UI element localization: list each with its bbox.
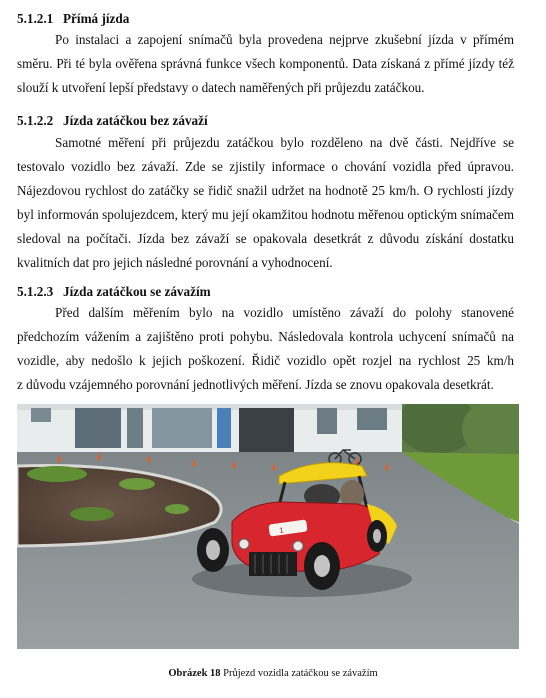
section-heading-3 bbox=[17, 284, 211, 300]
paragraph-line: z důvodu vzájemného porovnání jednotlivých měření. Jízda se znovu opakovala desetkrát. bbox=[17, 377, 494, 392]
section-number: 5.1.2.2 bbox=[17, 113, 54, 128]
paragraph-line: Nájezdovou rychlost do zatáčky se řidič snažil udržet na hodnotě 25 km/h. O rychlosti jízdy bbox=[17, 183, 514, 198]
section-title: Jízda zatáčkou se závažím bbox=[63, 284, 211, 299]
paragraph-1 bbox=[17, 28, 514, 100]
paragraph-line: Před dalším měřením bylo na vozidlo umístěno závaží do polohy stanovené bbox=[55, 305, 514, 320]
figure-photo bbox=[17, 404, 519, 649]
car-number: 1 bbox=[278, 525, 285, 536]
paragraph-line: kvalitních dat pro jejich následné porovnání a vyhodnocení. bbox=[17, 255, 333, 270]
paragraph-line: slouží k utvoření lepší představy o datech naměřených při průjezdu zatáčkou. bbox=[17, 80, 425, 95]
paragraph-line: sledoval na počítači. Jízda bez závaží se opakovala desetkrát z důvodu získání dostatku bbox=[17, 231, 514, 246]
section-title: Přímá jízda bbox=[63, 11, 130, 26]
section-heading-1 bbox=[17, 11, 129, 27]
figure-caption-text: Průjezd vozidla zatáčkou se závažím bbox=[223, 668, 378, 679]
section-heading-2 bbox=[17, 113, 208, 129]
paragraph-line: směru. Při té byla ověřena správná funkce všech komponentů. Data získaná z přímé jízdy též bbox=[17, 56, 514, 71]
paragraph-line: Samotné měření při průjezdu zatáčkou bylo rozděleno na dvě části. Nejdříve se bbox=[55, 135, 514, 150]
figure-caption bbox=[0, 668, 546, 679]
paragraph-line: vozidle, aby nedošlo k jejich poškození. Řidič vozidlo opět rozjel na rychlost 25 km/h bbox=[17, 353, 514, 368]
paragraph-3 bbox=[17, 301, 514, 397]
car-grille bbox=[249, 552, 297, 576]
figure-caption-label: Obrázek 18 bbox=[168, 668, 221, 679]
paragraph-line: předchozím vážením a zajištěno proti pohybu. Následovala kontrola uchycení snímačů na bbox=[17, 329, 514, 344]
section-number: 5.1.2.3 bbox=[17, 284, 54, 299]
photo-illustration bbox=[17, 404, 519, 649]
paragraph-line: Po instalaci a zapojení snímačů byla provedena nejprve zkušební jízda v přímém bbox=[55, 32, 514, 47]
paragraph-line: byl informován spolujezdcem, který mu její okamžitou hodnotu měřenou optickým snímačem bbox=[17, 207, 514, 222]
section-number: 5.1.2.1 bbox=[17, 11, 54, 26]
paragraph-line: testovalo vozidlo bez závaží. Zde se zjistily informace o chování vozidla před úpravou. bbox=[17, 159, 514, 174]
section-title: Jízda zatáčkou bez závaží bbox=[63, 113, 208, 128]
paragraph-2 bbox=[17, 131, 514, 275]
